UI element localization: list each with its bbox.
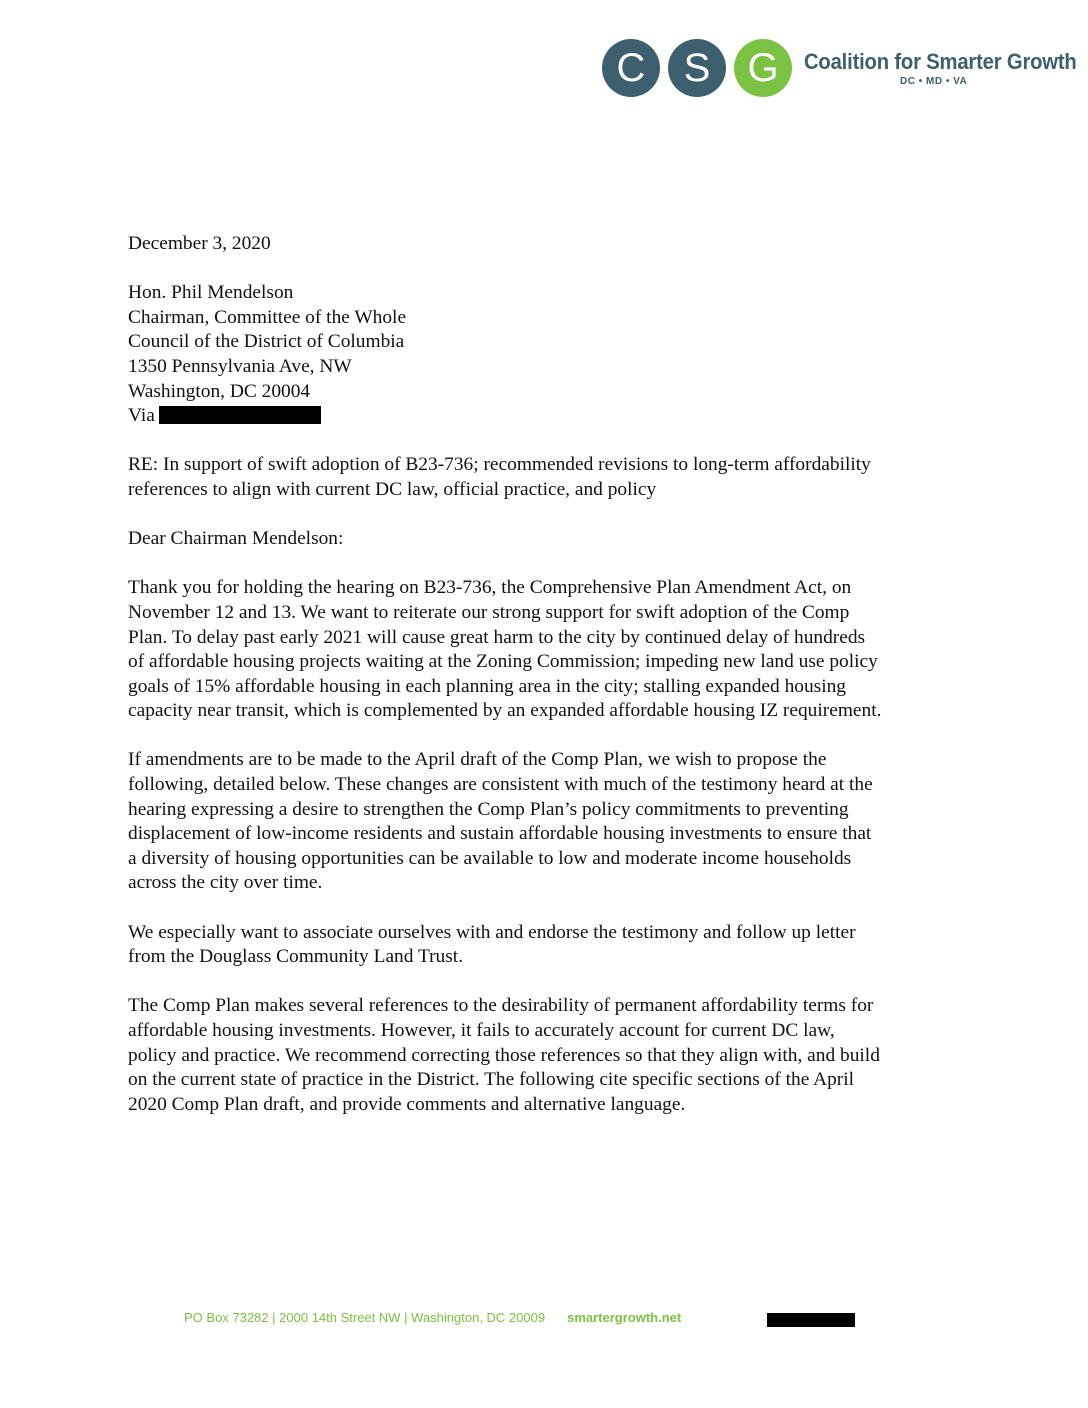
date-line: December 3, 2020	[128, 233, 271, 254]
recipient-line: Washington, DC 20004	[128, 380, 311, 402]
via-line	[128, 404, 968, 429]
re-text-line: RE: In support of swift adoption of B23-736; recommended revisions to long-term affordability	[128, 454, 871, 476]
re-line	[128, 453, 968, 502]
recipient-line: Chairman, Committee of the Whole	[128, 306, 407, 328]
paragraph-line: Plan. To delay past early 2021 will cause great harm to the city by continued delay of hundreds	[128, 626, 866, 648]
recipient-address	[128, 281, 968, 429]
recipient-line: 1350 Pennsylvania Ave, NW	[128, 355, 352, 377]
letter-body	[128, 232, 968, 1142]
paragraph-line: capacity near transit, which is complemented by an expanded affordable housing IZ requirement.	[128, 700, 882, 722]
footer-address: PO Box 73282 | 2000 14th Street NW | Washington, DC 20009	[184, 1310, 546, 1325]
paragraph-line: We especially want to associate ourselves with and endorse the testimony and follow up letter	[128, 921, 856, 943]
paragraph-line: Thank you for holding the hearing on B23-736, the Comprehensive Plan Amendment Act, on	[128, 577, 852, 599]
paragraph-line: following, detailed below. These changes are consistent with much of the testimony heard at the	[128, 774, 873, 796]
via-label: Via	[128, 405, 155, 427]
recipient-line: Council of the District of Columbia	[128, 331, 405, 353]
paragraph-line: a diversity of housing opportunities can be available to low and moderate income households	[128, 847, 852, 869]
recipient-line: Hon. Phil Mendelson	[128, 282, 294, 304]
paragraph-line: affordable housing investments. However, it fails to accurately account for current DC law,	[128, 1020, 835, 1041]
salutation	[128, 527, 968, 552]
paragraph-1	[128, 576, 968, 724]
paragraph-line: from the Douglass Community Land Trust.	[128, 946, 464, 968]
paragraph-line: The Comp Plan makes several references to the desirability of permanent affordability terms for	[128, 995, 874, 1017]
salutation-text: Dear Chairman Mendelson:	[128, 528, 344, 550]
paragraph-line: goals of 15% affordable housing in each planning area in the city; stalling expanded housing	[128, 675, 846, 697]
paragraph-line: of affordable housing projects waiting at the Zoning Commission; impeding new land use policy	[128, 651, 878, 673]
paragraph-line: If amendments are to be made to the April draft of the Comp Plan, we wish to propose the	[128, 749, 827, 771]
paragraph-line: November 12 and 13. We want to reiterate our strong support for swift adoption of the Comp	[128, 601, 850, 623]
paragraph-line: policy and practice. We recommend correcting those references so that they align with, and build	[128, 1044, 880, 1066]
logo-text	[804, 49, 1088, 87]
paragraph-line: hearing expressing a desire to strengthen the Comp Plan’s policy commitments to preventing	[128, 798, 849, 820]
paragraph-line: 2020 Comp Plan draft, and provide comments and alternative language.	[128, 1093, 686, 1115]
paragraph-4	[128, 994, 968, 1117]
org-name: Coalition for Smarter Growth	[804, 49, 1077, 74]
paragraph-line: on the current state of practice in the District. The following cite specific sections of the April	[128, 1069, 855, 1091]
paragraph-line: displacement of low-income residents and sustain affordable housing investments to ensure that	[128, 823, 872, 845]
org-tagline: DC • MD • VA	[900, 76, 968, 87]
footer	[184, 1310, 681, 1325]
letterhead-logo	[602, 38, 1088, 98]
paragraph-2	[128, 748, 968, 896]
paragraph-line: across the city over time.	[128, 872, 323, 894]
re-text-line: references to align with current DC law, official practice, and policy	[128, 478, 657, 500]
logo-circle-g: G	[734, 39, 792, 97]
paragraph-3	[128, 921, 968, 970]
redaction-bar	[159, 406, 321, 424]
logo-circle-s: S	[668, 39, 726, 97]
logo-circle-c: C	[602, 39, 660, 97]
footer-website-link[interactable]: smartergrowth.net	[567, 1310, 682, 1325]
letter-date	[128, 232, 968, 257]
footer-redaction-bar	[767, 1313, 855, 1327]
